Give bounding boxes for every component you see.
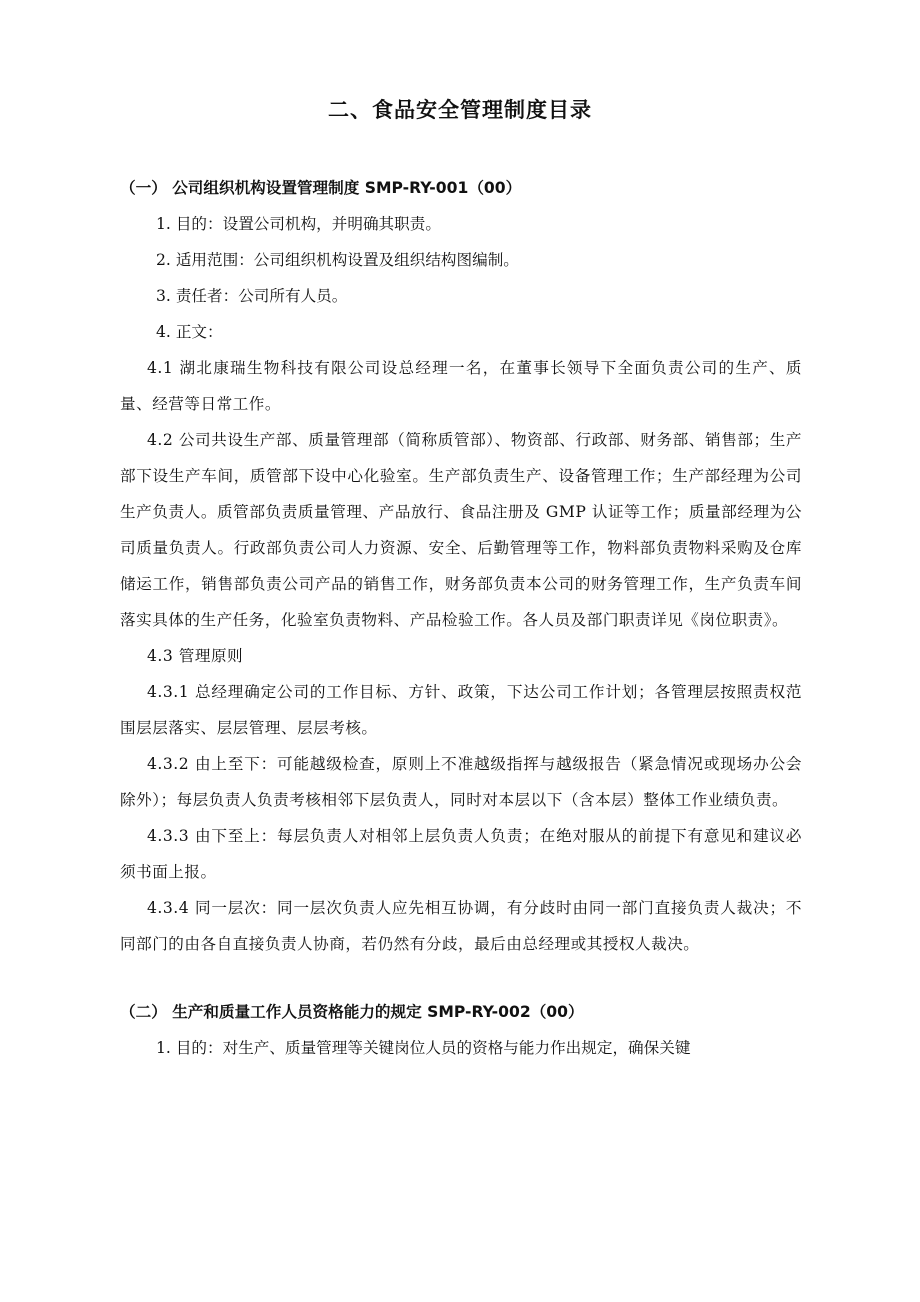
- paragraph-4-2: 4.2 公司共设生产部、质量管理部（简称质管部）、物资部、行政部、财务部、销售部；生产部下设生产车间，质管部下设中心化验室。生产部负责生产、设备管理工作；生产部经理为公司生产负责人。质管部负责质量管理、产品放行、食品注册及 GMP 认证等工作；质量部经理为公司质量负责人。行政部负责公司人力资源、安全、后勤管理等工作，物料部负责物料采购及仓库储运工作，销售部负责公司产品的销售工作，财务部负责本公司的财务管理工作，生产负责车间落实具体的生产任务，化验室负责物料、产品检验工作。各人员及部门职责详见《岗位职责》。: [120, 431, 802, 629]
- section-1-item-body: 4. 正文：: [156, 323, 223, 341]
- paragraph-4-1: 4.1 湖北康瑞生物科技有限公司设总经理一名，在董事长领导下全面负责公司的生产、质量、经营等日常工作。: [120, 359, 802, 413]
- section-1-item-scope: 2. 适用范围：公司组织机构设置及组织结构图编制。: [156, 251, 519, 269]
- paragraph-4-3: 4.3 管理原则: [147, 647, 244, 665]
- section-1-item-responsible: 3. 责任者：公司所有人员。: [156, 287, 348, 305]
- paragraph-4-3-2: 4.3.2 由上至下：可能越级检查，原则上不准越级指挥与越级报告（紧急情况或现场办公会除外）；每层负责人负责考核相邻下层负责人，同时对本层以下（含本层）整体工作业绩负责。: [120, 755, 802, 809]
- document-title: 二、食品安全管理制度目录: [328, 98, 592, 122]
- section-2-item-purpose: 1. 目的：对生产、质量管理等关键岗位人员的资格与能力作出规定，确保关键: [156, 1039, 691, 1057]
- section-2-heading: （二） 生产和质量工作人员资格能力的规定 SMP-RY-002（00）: [120, 1003, 584, 1021]
- document-body: [120, 170, 802, 1066]
- paragraph-4-3-3: 4.3.3 由下至上：每层负责人对相邻上层负责人负责；在绝对服从的前提下有意见和建议必须书面上报。: [120, 827, 802, 881]
- paragraph-4-3-1: 4.3.1 总经理确定公司的工作目标、方针、政策，下达公司工作计划；各管理层按照责权范围层层落实、层层管理、层层考核。: [120, 683, 802, 737]
- paragraph-4-3-4: 4.3.4 同一层次：同一层次负责人应先相互协调，有分歧时由同一部门直接负责人裁决；不同部门的由各自直接负责人协商，若仍然有分歧，最后由总经理或其授权人裁决。: [120, 899, 802, 953]
- section-1-item-purpose: 1. 目的：设置公司机构，并明确其职责。: [156, 215, 441, 233]
- section-1-heading: （一） 公司组织机构设置管理制度 SMP-RY-001（00）: [120, 179, 522, 197]
